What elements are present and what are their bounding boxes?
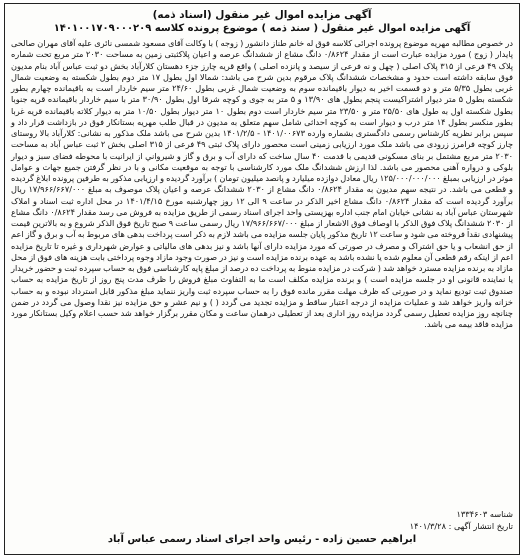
notice-body: در خصوص مطالبه مهریه موضوع پرونده اجرائی کلاسه فوق له خانم طناز دانشور ( زوجه ) با وکالت آقای مسعود شمسی نائری علیه آقای مهران صالحی پایدار ( زوج ) مورد مزایده عبارت است از مقدار ۰/۸۶۲۴ دانگ مشاع از ششدانگ عرصه و اعیان پلاکثبتی زمین به مساحت ۲۰۳۰ متر مربع تحت شماره پلاک ۴۹ فرعی از ۳۱۵ پلاک اصلی ( چهل و نه فرعی از سیصد و پانزده اصلی ) واقع قریه چارز جزء دهستان کلارآباد بخش دو ثبت عباس آباد بنام مدیون فوق سابقه داشته است حدود و مشخصات ششدانگ پلاک مرقوم بدین شرح می باشد: شمالا اول بطول ۱۷ متر دوم بطول شکسته به وضعیت شمال غربی بطول ۵/۳۵ متر و دو قسمت اخیر به دیوار باقیمانده سوم به وضعیت شمال غربی بطول ۲۴/۶۰ متر سیم خاردار است به باقیمانده چهارم بطور شکسته بطول ۵ متر دیوار اشتراکیست پنجم بطول های ۱۳/۹۰ و ۵ متر به جوی و کوچه شرقا اول بطول ۳۰/۹۰ متر با سیم خاردار باقیمانده قریه جنوبا بطول شکسته اول به طول های ۲۵/۵۰ متر و ۲۳/۵۰ متر سیم خاردار است دوم بطول ۱۰ متر دیوار بطول ۱۰/۵۰ متر به دیوار کلاته باقیمانده قریه غربا بطور منکسر بطول ۱۴ متر درب و دیوار است به کوچه احداثی شامل سهم متعلق به مدیون در قبال طلب مهریه بستانکار فوق در بازداشت قرار داد و سپس برابر نظریه کارشناس رسمی دادگستری بشماره وارده ۱۴۰۱/۰۰۶۷۳ - ۱۴۰۱/۲/۵ بدین شرح می باشد ملک مذکور به نشانی: کلارآباد بالا روستای چارز کوچه فرامرز زرودی می باشد ملک مورد ارزیابی زمینی است محصور دارای پلاک ثبتی ۴۹ فرعی از ۳۱۵ اصلی بخش ۲ ثبت عباس آباد به مساحت ۲۰۳۰ متر مربع مشتمل بر بنای مسکونی قدیمی با قدمت ۴۰ سال ساخت که دارای آب و برق و گاز و شیرواني از ایرانیت با محوطه فضای سبز و دیوار بلوکی و درواره آهنی محصور می باشد. لذا ارزش ششدانگ ملک مورد کارشناسی با توجه به موقعیت مکانی و با در نظر گرفتن جمیع جهات و عوامل موثر در ارزیابی بمبلغ ۱۲۵/۰۰۰/۰۰۰/۰۰۰ ریال معادل دوازده میلیارد و پانصد میلیون تومان ) برآورد گردیده و ارزیابی مذکور به طرفین پرونده ابلاغ گردیده و قطعی می باشد. در نتیجه سهم مدیون به مقدار ۰/۸۶۲۴ دانگ مشاع از ۲۰۳۰ ششدانگ عرصه و اعیان پلاک موصوف به مبلغ ۱۷/۹۶۶/۶۶۷/۰۰۰ ریال برآورد گردیده است که مقدار ۰/۸۶۲۴ دانگ مشاع اخیر الذکر در ساعت ۹ الی ۱۲ روز چهارشنبه مورخ ۱۴۰۱/۴/۱۵ در محل اداره ثبت اسناد و املاک شهرستان عباس آباد به نشانی خیابان امام جنب اداره بهزیستی واحد اجرای اسناد رسمی از طریق مزایده به فروش می رسد مقدار ۰/۸۶۲۴ دانگ مشاع از ۲۰۳۰ ششدانگ پلاک فوق الذکر با اوصاف فوق الاشعار از مبلغ ۱۷/۹۶۶/۶۶۷/۰۰۰ ریال رسمی ساعت ۹ صبح تاریخ فوق الذکر شروع و به بالاترین قیمت پیشنهادی نقداً فروخته می شود و ساعت ۱۲ تاریخ مذکور پایان جلسه مزایده می باشد لازم به ذکر است پرداخت بدهی های مربوط به آب و برق و گاز اعم از حق انشعاب و یا حق اشتراک و مصرف در صورتی که مورد مزایده دارای آنها باشد و نیز بدهی های مالیاتی و عوارض شهرداری و غیره تا تاریخ مزایده اعم از اینکه رقم قطعی آن معلوم شده یا نشده باشد به عهده برنده مزایده است و نیز در صورت وجود مازاد وجوه پرداختی بابت هزینه های فوق از محل مازاد به برنده مزایده مسترد خواهد شد ( شرکت در مزایده منوط به پرداخت ده درصد از مبلغ پایه کارشناسی فوق به حساب سپرده ثبت و حضور خریدار یا نماینده قانونی او در جلسه مزایده است ) و برنده مزایده مکلف است ما به التفاوت مبلغ فروش را ظرف مدت پنج روز از تاریخ مزایده به حساب صندوق ثبت تودیع نماید و در صورتی که ظرف مهلت مقرر مانده فوق را به حساب سپرده ثبت واریز ننماید مبلغ مذکور قابل استرداد نبوده و به حساب خزانه واریز خواهد شد و عملیات مزایده از درجه اعتبار ساقط و مزایده تجدید می گردد ( ) و نیم عشر و حق مزایده نیز نقدا وصول می گردد در ضمن چنانچه روز مزایده تعطیل رسمی گردد مزایده روز اداری بعد از تعطیلی درهمان ساعت و مکان مقرر برگزار خواهد شد حسب اعلام وکیل بستانکار مورد مزایده فاقد بیمه می باشد.: [11, 38, 514, 330]
notice-title: آگهی مزایده اموال غیر منقول (اسناد ذمه): [152, 9, 372, 21]
publish-date: تاریخ انتشار آگهی : ۱۴۰۱/۳/۲۸: [409, 521, 513, 531]
signer-line: ابراهیم حسین زاده - رئیس واحد اجرای اسناد رسمی عباس آباد: [107, 534, 417, 545]
reference-number: شناسه ۱۳۳۴۶۰۳: [456, 509, 513, 519]
auction-notice: [4, 3, 520, 555]
notice-footer: [11, 508, 513, 548]
notice-subtitle: آگهی مزایده اموال غیر منقول ( سند ذمه ) موضوع پرونده کلاسه ۱۴۰۱۰۰۱۷۰۹۰۰۰۲۰۹: [53, 23, 471, 34]
